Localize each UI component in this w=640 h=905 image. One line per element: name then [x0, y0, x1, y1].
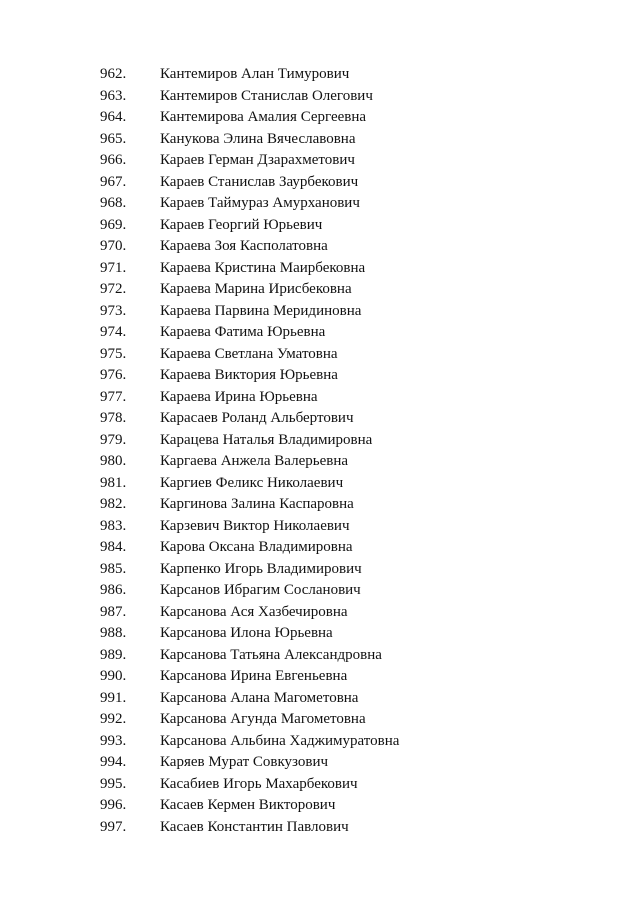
list-item — [0, 688, 640, 710]
entry-name: Караев Станислав Заурбекович — [160, 173, 359, 190]
entry-number: 963. — [100, 87, 127, 104]
list-item — [0, 451, 640, 473]
entry-name: Карсанова Ирина Евгеньевна — [160, 668, 348, 684]
entry-name: Кантемиров Станислав Олегович — [160, 87, 373, 104]
list-item — [0, 817, 640, 839]
entry-name: Караева Светлана Уматовна — [160, 345, 338, 362]
list-item — [0, 795, 640, 817]
entry-number: 972. — [100, 281, 127, 297]
entry-name: Касаев Константин Павлович — [160, 818, 349, 835]
list-item — [0, 387, 640, 409]
entry-number: 970. — [100, 238, 127, 254]
list-item — [0, 172, 640, 194]
list-item — [0, 129, 640, 151]
entry-name: Карсанова Альбина Хаджимуратовна — [160, 732, 400, 749]
entry-number: 975. — [100, 345, 127, 362]
entry-number: 965. — [100, 130, 127, 147]
entry-name: Караева Виктория Юрьевна — [160, 367, 338, 383]
list-item — [0, 666, 640, 688]
entry-name: Караева Зоя Касполатовна — [160, 238, 328, 254]
entry-name: Каряев Мурат Совкузович — [160, 754, 329, 770]
entry-number: 962. — [100, 66, 127, 82]
entry-number: 996. — [100, 797, 127, 813]
entry-number: 968. — [100, 195, 127, 211]
list-item — [0, 645, 640, 667]
entry-name: Кантемиров Алан Тимурович — [160, 66, 350, 82]
list-item — [0, 494, 640, 516]
name-list — [0, 64, 640, 838]
list-item — [0, 473, 640, 495]
list-item — [0, 64, 640, 86]
entry-number: 984. — [100, 539, 127, 555]
list-item — [0, 537, 640, 559]
list-item — [0, 193, 640, 215]
entry-number: 995. — [100, 775, 127, 792]
entry-number: 973. — [100, 302, 127, 319]
entry-name: Карпенко Игорь Владимирович — [160, 560, 362, 577]
list-item — [0, 279, 640, 301]
entry-number: 987. — [100, 603, 127, 620]
list-item — [0, 236, 640, 258]
list-item — [0, 258, 640, 280]
entry-name: Карсанова Агунда Магометовна — [160, 711, 366, 727]
entry-number: 969. — [100, 216, 127, 233]
entry-name: Карацева Наталья Владимировна — [160, 431, 373, 448]
entry-name: Караев Герман Дзарахметович — [160, 152, 355, 168]
entry-number: 979. — [100, 431, 127, 448]
entry-number: 976. — [100, 367, 127, 383]
entry-name: Каргаева Анжела Валерьевна — [160, 453, 349, 469]
entry-number: 982. — [100, 496, 127, 512]
entry-name: Караева Кристина Маирбековна — [160, 259, 366, 276]
entry-number: 990. — [100, 668, 127, 684]
entry-number: 967. — [100, 173, 127, 190]
entry-number: 981. — [100, 474, 127, 491]
entry-name: Караева Фатима Юрьевна — [160, 324, 326, 340]
entry-number: 966. — [100, 152, 127, 168]
list-item — [0, 752, 640, 774]
list-item — [0, 731, 640, 753]
entry-number: 986. — [100, 582, 127, 598]
entry-name: Касабиев Игорь Махарбекович — [160, 775, 358, 792]
entry-name: Караев Таймураз Амурханович — [160, 195, 360, 211]
entry-number: 993. — [100, 732, 127, 749]
entry-name: Карсанова Ася Хазбечировна — [160, 603, 348, 620]
entry-number: 985. — [100, 560, 127, 577]
entry-number: 971. — [100, 259, 127, 276]
entry-name: Касаев Кермен Викторович — [160, 797, 336, 813]
entry-name: Карова Оксана Владимировна — [160, 539, 353, 555]
list-item — [0, 580, 640, 602]
entry-number: 988. — [100, 625, 127, 641]
entry-name: Канукова Элина Вячеславовна — [160, 130, 356, 147]
list-item — [0, 559, 640, 581]
list-item — [0, 107, 640, 129]
entry-name: Кантемирова Амалия Сергеевна — [160, 109, 367, 125]
list-item — [0, 709, 640, 731]
list-item — [0, 86, 640, 108]
list-item — [0, 602, 640, 624]
entry-number: 991. — [100, 689, 127, 706]
list-item — [0, 516, 640, 538]
entry-name: Карсанов Ибрагим Сосланович — [160, 582, 361, 598]
entry-number: 964. — [100, 109, 127, 125]
entry-name: Каргинова Залина Каспаровна — [160, 496, 354, 512]
entry-name: Караева Ирина Юрьевна — [160, 388, 318, 405]
entry-name: Караев Георгий Юрьевич — [160, 216, 323, 233]
entry-number: 980. — [100, 453, 127, 469]
entry-number: 994. — [100, 754, 127, 770]
entry-name: Караева Парвина Меридиновна — [160, 302, 362, 319]
entry-number: 997. — [100, 818, 127, 835]
entry-name: Каргиев Феликс Николаевич — [160, 474, 344, 491]
entry-name: Караева Марина Ирисбековна — [160, 281, 352, 297]
list-item — [0, 774, 640, 796]
list-item — [0, 623, 640, 645]
list-item — [0, 215, 640, 237]
entry-number: 989. — [100, 646, 127, 663]
list-item — [0, 344, 640, 366]
entry-number: 983. — [100, 517, 127, 534]
list-item — [0, 365, 640, 387]
entry-number: 977. — [100, 388, 127, 405]
entry-name: Карсанова Илона Юрьевна — [160, 625, 333, 641]
entry-name: Карсанова Алана Магометовна — [160, 689, 359, 706]
entry-number: 978. — [100, 410, 127, 426]
list-item — [0, 408, 640, 430]
list-item — [0, 322, 640, 344]
entry-name: Карзевич Виктор Николаевич — [160, 517, 350, 534]
list-item — [0, 430, 640, 452]
list-item — [0, 301, 640, 323]
list-item — [0, 150, 640, 172]
entry-number: 992. — [100, 711, 127, 727]
entry-number: 974. — [100, 324, 127, 340]
entry-name: Карсанова Татьяна Александровна — [160, 646, 382, 663]
entry-name: Карасаев Роланд Альбертович — [160, 410, 354, 426]
